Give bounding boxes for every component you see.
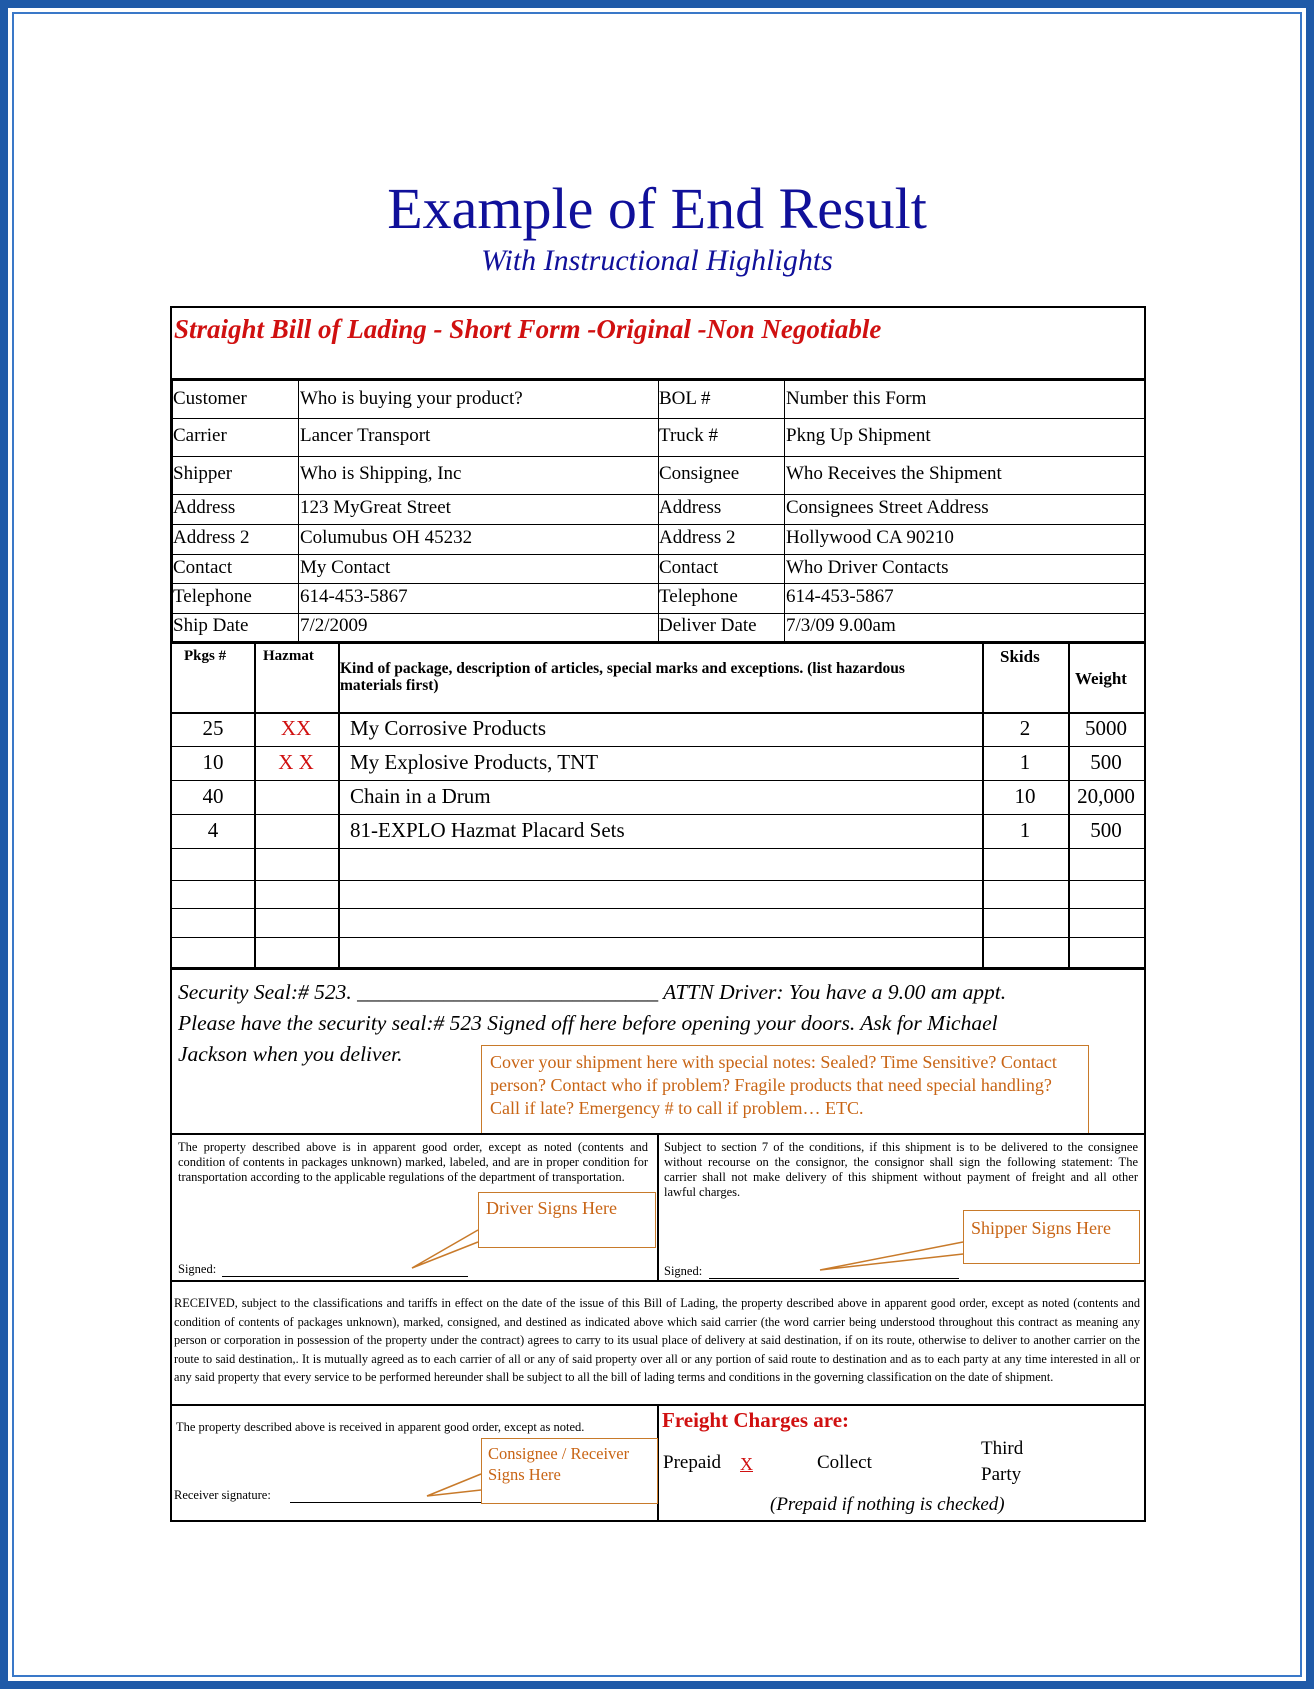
field-label: Deliver Date — [659, 615, 757, 636]
shipper-terms: Subject to section 7 of the conditions, if this shipment is to be delivered to the consignee without recourse on the consignor, the consignor shall sign the following statement: The carrier shall not make delivery of this shipment without payment of freight and all other lawful charges. — [664, 1140, 1138, 1199]
field-label: Truck # — [659, 425, 718, 446]
receiver-signature-line[interactable] — [290, 1502, 500, 1503]
field-label: Ship Date — [173, 615, 249, 636]
field-value[interactable]: Who Receives the Shipment — [786, 463, 1002, 484]
item-pkgs[interactable]: 10 — [202, 750, 224, 774]
item-pkgs[interactable]: 4 — [207, 818, 219, 842]
field-label: Contact — [659, 557, 719, 578]
item-weight[interactable]: 500 — [1090, 818, 1122, 842]
grid-vline — [1144, 381, 1145, 641]
field-label: Address — [173, 497, 236, 518]
field-label: Shipper — [173, 463, 233, 484]
field-value[interactable]: 614-453-5867 — [786, 586, 894, 607]
field-value[interactable]: Who is buying your product? — [300, 388, 523, 409]
form-title: Straight Bill of Lading - Short Form -Original -Non Negotiable — [174, 314, 882, 344]
item-hazmat[interactable]: XX — [280, 716, 312, 740]
item-description[interactable]: My Corrosive Products — [350, 716, 546, 740]
bill-of-lading-form — [170, 306, 1146, 1522]
item-pkgs[interactable]: 40 — [202, 784, 224, 808]
item-hazmat[interactable]: X X — [278, 750, 314, 774]
driver-pointer — [412, 1230, 478, 1268]
field-label: Address 2 — [659, 527, 736, 548]
col-pkgs: Pkgs # — [184, 648, 227, 664]
driver-terms: The property described above is in apparent good order, except as noted (contents and condition of contents in packages unknown) marked, labeled, and are in proper condition for transportation according to the applicable regulations of the department of transportation. — [178, 1140, 648, 1184]
notes-callout: Cover your shipment here with special notes: Sealed? Time Sensitive? Contact person? Contact who if problem? Fragile products that need special handling? Call if late? Emergency # to call if problem… ETC. — [481, 1045, 1089, 1135]
item-description[interactable]: Chain in a Drum — [350, 784, 491, 808]
receiver-terms: The property described above is received in apparent good order, except as noted. — [176, 1420, 585, 1434]
field-label: Telephone — [659, 586, 738, 607]
field-value[interactable]: Hollywood CA 90210 — [786, 527, 954, 548]
field-value[interactable]: 7/3/09 9.00am — [786, 615, 896, 636]
col-description: Kind of package, description of articles, special marks and exceptions. (list hazardous materials first) — [340, 660, 905, 694]
item-skids[interactable]: 2 — [1019, 716, 1031, 740]
field-value[interactable]: Pkng Up Shipment — [786, 425, 931, 446]
notes-line-1: Security Seal:# 523. ____________________________ ATTN Driver: You have a 9.00 am appt. — [178, 980, 1007, 1004]
shipper-callout: Shipper Signs Here — [963, 1210, 1140, 1264]
freight-prepaid[interactable]: Prepaid — [663, 1452, 722, 1473]
field-value[interactable]: Who Driver Contacts — [786, 557, 949, 578]
driver-signed-label: Signed: — [178, 1262, 217, 1276]
field-value[interactable]: Who is Shipping, Inc — [300, 463, 462, 484]
notes-line-3: Jackson when you deliver. — [178, 1042, 403, 1066]
shipper-pointer — [820, 1242, 963, 1270]
field-value[interactable]: My Contact — [300, 557, 391, 578]
field-label: Consignee — [659, 463, 740, 484]
item-skids[interactable]: 10 — [1014, 784, 1036, 808]
freight-third-party-line2[interactable]: Party — [981, 1464, 1022, 1485]
freight-prepaid-mark[interactable]: X — [740, 1454, 753, 1474]
driver-callout: Driver Signs Here — [478, 1192, 656, 1248]
field-label: Address — [659, 497, 722, 518]
field-value[interactable]: Consignees Street Address — [786, 497, 989, 518]
receiver-signature-label: Receiver signature: — [174, 1488, 271, 1502]
item-skids[interactable]: 1 — [1019, 750, 1031, 774]
col-skids: Skids — [1000, 647, 1040, 666]
item-pkgs[interactable]: 25 — [202, 716, 224, 740]
receiver-pointer — [427, 1474, 481, 1496]
field-value[interactable]: 614-453-5867 — [300, 586, 408, 607]
item-weight[interactable]: 20,000 — [1077, 784, 1135, 808]
receiver-callout: Consignee / Receiver Signs Here — [481, 1438, 658, 1504]
received-terms: RECEIVED, subject to the classifications and tariffs in effect on the date of the issue of this Bill of Lading, the property described above in apparent good order, except as noted (contents and condition of contents of packages unknown), marked, consigned, and destined as indicated above which said carrier (the word carrier being understood throughout this contract as meaning any person or corporation in possession of the property under the contract) agrees to carry to its usual place of delivery at said destination, if on its route, otherwise to deliver to another carrier on the route to said destination,. It is mutually agreed as to each carrier of all or any of said property over all or any portion of said route to destination and as to each party at any time interested in all or any said property that every service to be performed hereunder shall be subject to all the bill of lading terms and conditions in the governing classification on the date of shipment. — [174, 1296, 1140, 1385]
field-label: Contact — [173, 557, 233, 578]
field-value[interactable]: 123 MyGreat Street — [300, 497, 451, 518]
field-label: Address 2 — [173, 527, 250, 548]
field-label: BOL # — [659, 388, 711, 409]
item-skids[interactable]: 1 — [1019, 818, 1031, 842]
page-title: Example of End Result — [387, 176, 927, 241]
field-label: Telephone — [173, 586, 252, 607]
freight-title: Freight Charges are: — [662, 1408, 850, 1432]
freight-note: (Prepaid if nothing is checked) — [770, 1494, 1005, 1515]
freight-collect[interactable]: Collect — [817, 1452, 872, 1473]
field-label: Carrier — [173, 425, 227, 446]
item-weight[interactable]: 500 — [1090, 750, 1122, 774]
col-hazmat: Hazmat — [263, 648, 314, 664]
col-weight: Weight — [1075, 669, 1127, 688]
field-value[interactable]: Lancer Transport — [300, 425, 431, 446]
field-value[interactable]: Columubus OH 45232 — [300, 527, 473, 548]
field-value[interactable]: Number this Form — [786, 388, 927, 409]
divider — [172, 1280, 1144, 1282]
page-subtitle: With Instructional Highlights — [481, 244, 833, 277]
item-weight[interactable]: 5000 — [1085, 716, 1127, 740]
shipper-signed-label: Signed: — [664, 1264, 703, 1278]
field-label: Customer — [173, 388, 247, 409]
item-description[interactable]: 81-EXPLO Hazmat Placard Sets — [350, 818, 625, 842]
field-value[interactable]: 7/2/2009 — [300, 615, 368, 636]
freight-third-party-line1[interactable]: Third — [981, 1438, 1024, 1459]
item-description[interactable]: My Explosive Products, TNT — [350, 750, 599, 774]
notes-line-2: Please have the security seal:# 523 Signed off here before opening your doors. Ask for Michael — [178, 1011, 998, 1035]
